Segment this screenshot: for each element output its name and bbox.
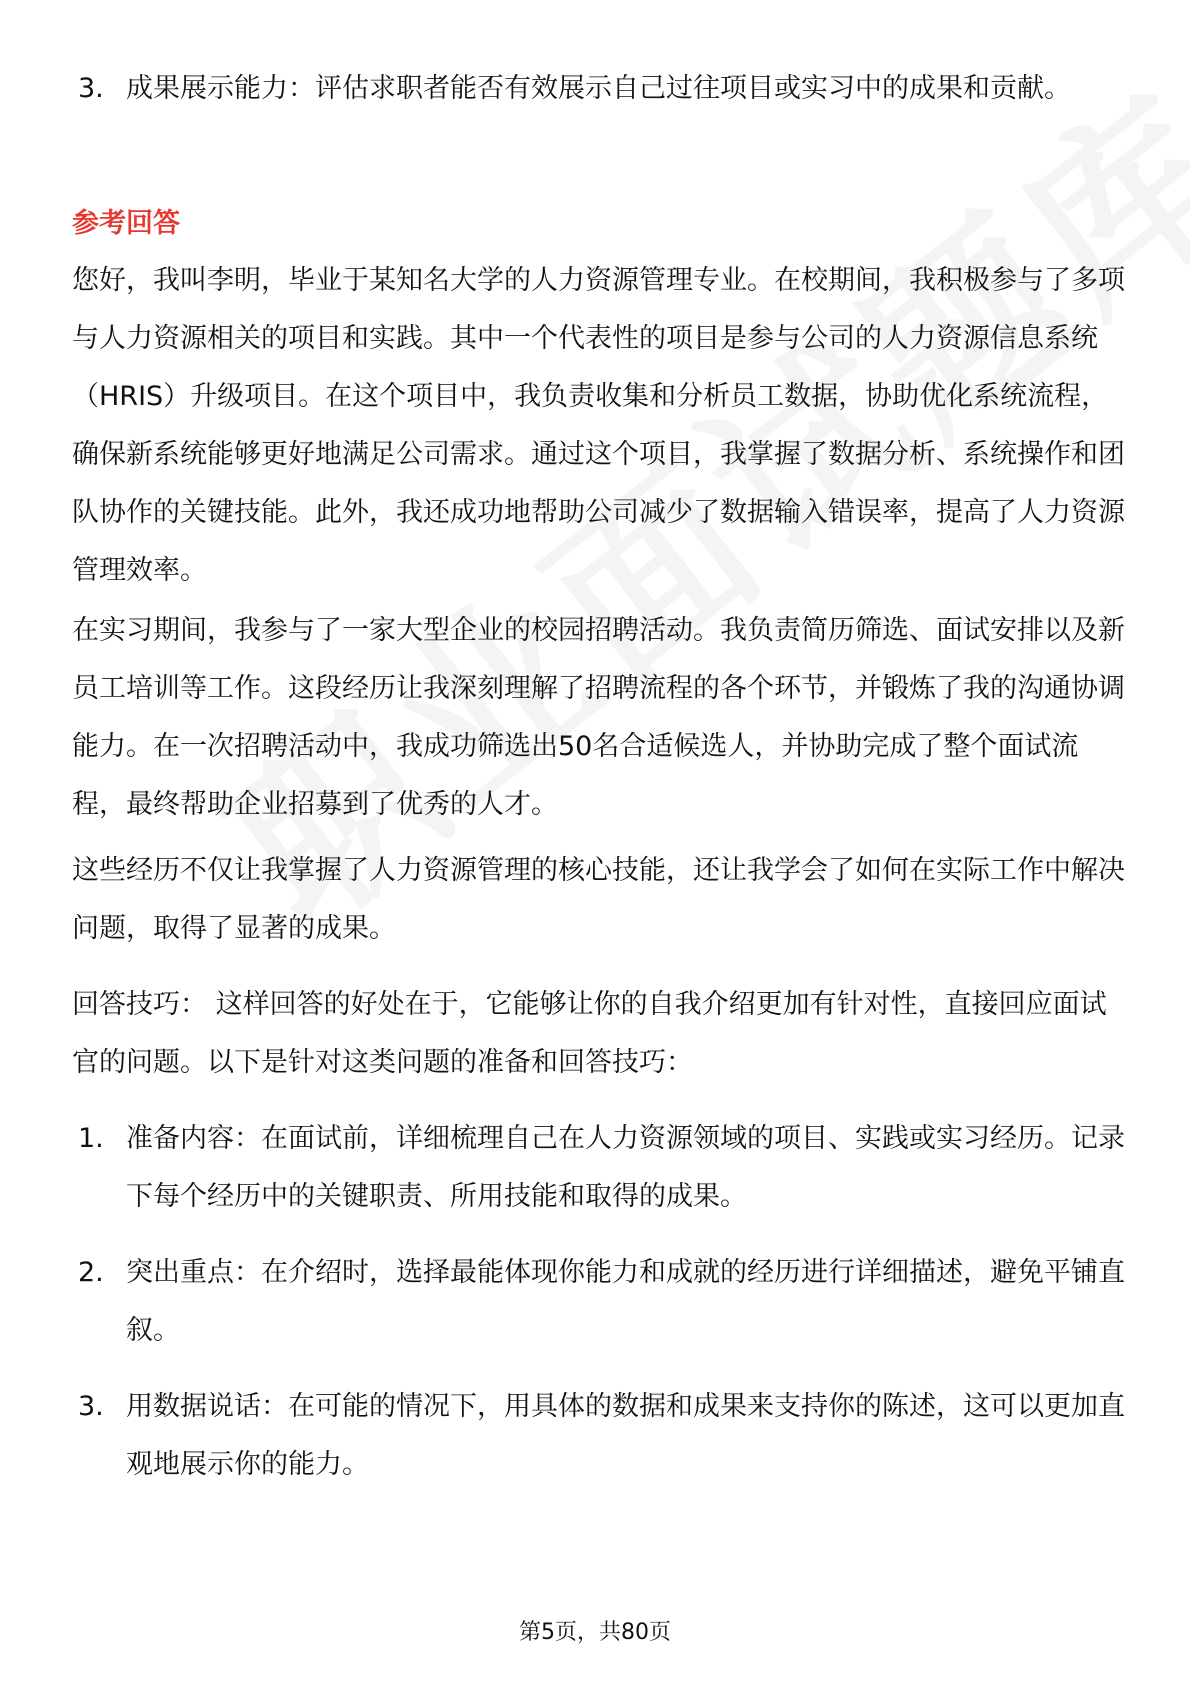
list-number: 3.	[78, 1391, 104, 1422]
tip-item-2	[78, 1244, 1125, 1360]
list-text: 准备内容：在面试前，详细梳理自己在人力资源领域的项目、实践或实习经历。记录下每个经历中的关键职责、所用技能和取得的成果。	[126, 1123, 1125, 1212]
list-number: 3.	[78, 73, 104, 104]
list-number: 1.	[78, 1123, 104, 1154]
list-text: 突出重点：在介绍时，选择最能体现你能力和成就的经历进行详细描述，避免平铺直叙。	[126, 1257, 1125, 1346]
paragraph-tips-intro: 回答技巧： 这样回答的好处在于，它能够让你的自我介绍更加有针对性，直接回应面试官的问题。以下是针对这类问题的准备和回答技巧：	[72, 989, 1107, 1078]
paragraph-internship: 在实习期间，我参与了一家大型企业的校园招聘活动。我负责简历筛选、面试安排以及新员工培训等工作。这段经历让我深刻理解了招聘流程的各个环节，并锻炼了我的沟通协调能力。在一次招聘活动中，我成功筛选出50名合适候选人，并协助完成了整个面试流程，最终帮助企业招募到了优秀的人才。	[72, 615, 1125, 820]
list-text: 成果展示能力：评估求职者能否有效展示自己过往项目或实习中的成果和贡献。	[126, 73, 1071, 104]
list-text: 用数据说话：在可能的情况下，用具体的数据和成果来支持你的陈述，这可以更加直观地展示你的能力。	[126, 1391, 1125, 1480]
tip-item-3	[78, 1378, 1125, 1494]
section-heading: 参考回答	[72, 208, 180, 239]
list-item-top-3	[78, 60, 1118, 118]
tip-item-1	[78, 1110, 1125, 1226]
page-number: 第5页，共80页	[519, 1620, 671, 1645]
list-number: 2.	[78, 1257, 104, 1288]
paragraph-summary: 这些经历不仅让我掌握了人力资源管理的核心技能，还让我学会了如何在实际工作中解决问题，取得了显著的成果。	[72, 855, 1125, 944]
paragraph-intro: 您好，我叫李明，毕业于某知名大学的人力资源管理专业。在校期间，我积极参与了多项与人力资源相关的项目和实践。其中一个代表性的项目是参与公司的人力资源信息系统（HRIS）升级项目。在这个项目中，我负责收集和分析员工数据，协助优化系统流程，确保新系统能够更好地满足公司需求。通过这个项目，我掌握了数据分析、系统操作和团队协作的关键技能。此外，我还成功地帮助公司减少了数据输入错误率，提高了人力资源管理效率。	[72, 265, 1125, 586]
